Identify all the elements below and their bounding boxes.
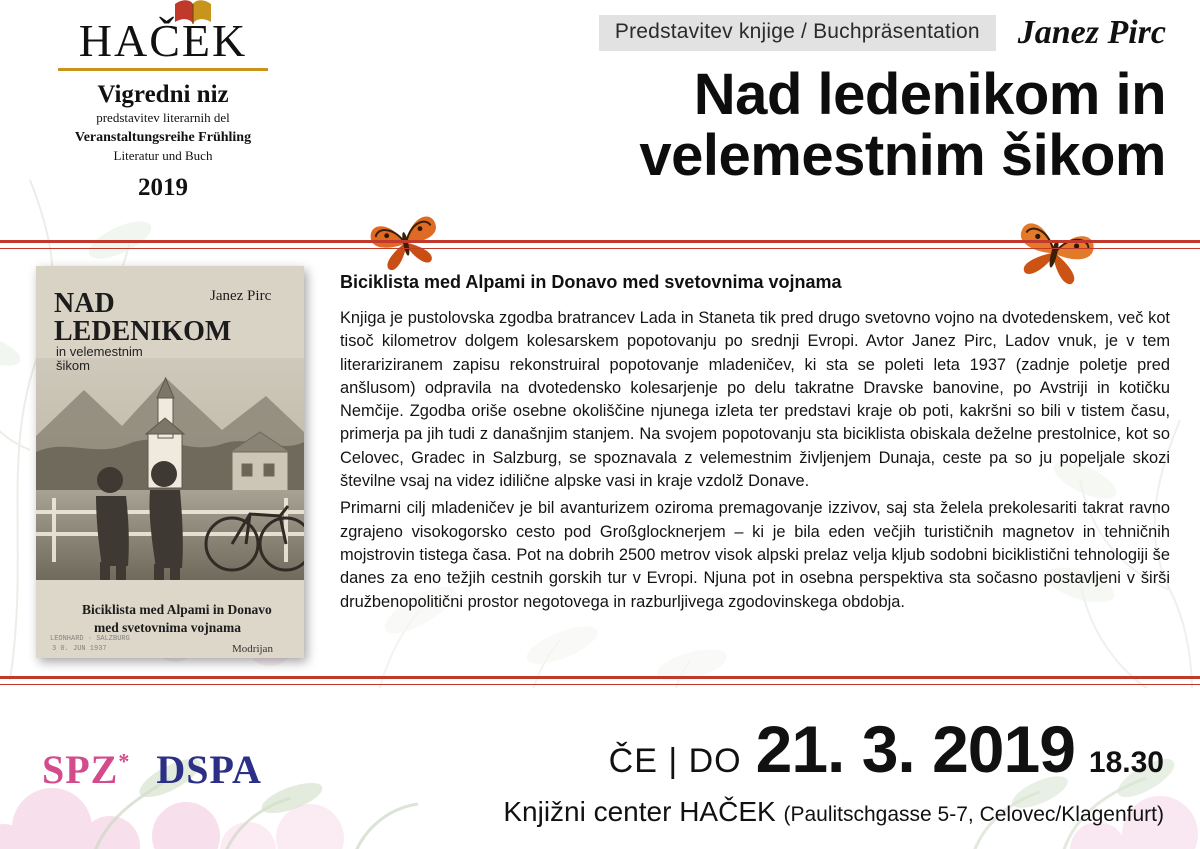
poster-footer bbox=[0, 688, 1200, 849]
description-column bbox=[340, 272, 1170, 618]
author-name: Janez Pirc bbox=[1017, 14, 1166, 51]
series-title: Vigredni niz bbox=[97, 81, 229, 108]
divider-top bbox=[0, 240, 1200, 243]
logo-underline bbox=[58, 68, 268, 71]
svg-text:šikom: šikom bbox=[56, 358, 90, 373]
poster-header bbox=[0, 0, 1200, 236]
event-type-badge: Predstavitev knjige / Buchpräsentation bbox=[599, 15, 996, 51]
series-year: 2019 bbox=[138, 174, 188, 201]
svg-text:LEDENIKOM: LEDENIKOM bbox=[54, 316, 232, 347]
divider-top-thin bbox=[0, 248, 1200, 249]
svg-text:NAD: NAD bbox=[54, 288, 115, 319]
event-venue-line bbox=[503, 796, 1164, 828]
divider-bottom bbox=[0, 676, 1200, 679]
organization-logo-block bbox=[28, 15, 298, 202]
description-paragraph-2: Primarni cilj mladeničev je bil avanturizem oziroma premagovanje izzivov, saj sta želela prekolesariti takrat ravno zgrajeno visokogorsko cesto pod Großglocknerjem – ki je bila eden večjih turističnih magnetov in tehničnih mojstrovin tistega časa. Pot na dobrih 2500 metrov visok alpski prelaz velja kljub sodobni biciklistični tehnologiji še danes za eno težjih cestnih gorskih tur v Evropi. Njuna pot in osebna perspektiva sta sočasno postavljeni v širši družbenopolitični prostor negotovega in razburljivega zgodovinskega obdobja. bbox=[340, 499, 1170, 611]
book-cover bbox=[36, 266, 304, 658]
svg-text:Biciklista med Alpami in Donav: Biciklista med Alpami in Donavo bbox=[82, 602, 272, 617]
sponsor-spz-text: SPZ bbox=[42, 747, 119, 792]
event-time: 18.30 bbox=[1088, 746, 1164, 779]
event-venue-address: (Paulitschgasse 5-7, Celovec/Klagenfurt) bbox=[783, 803, 1164, 826]
poster-body bbox=[0, 256, 1200, 668]
svg-text:in velemestnim: in velemestnim bbox=[56, 344, 143, 359]
event-day-abbr: ČE | DO bbox=[608, 742, 742, 780]
sponsor-spz-logo bbox=[42, 747, 131, 792]
svg-text:LEONHARD · SALZBURG: LEONHARD · SALZBURG bbox=[50, 635, 130, 643]
series-subtitle-de: Literatur und Buch bbox=[113, 148, 213, 163]
event-venue: Knjižni center HAČEK bbox=[503, 796, 776, 827]
event-date-line bbox=[608, 712, 1164, 786]
series-title-de: Veranstaltungsreihe Frühling bbox=[74, 130, 252, 145]
sponsor-dspa-logo: DSPA bbox=[156, 747, 262, 792]
kicker-row bbox=[426, 14, 1166, 52]
title-block bbox=[426, 14, 1166, 187]
book-subtitle: Biciklista med Alpami in Donavo med svetovnima vojnama bbox=[340, 272, 842, 292]
svg-text:Janez Pirc: Janez Pirc bbox=[210, 288, 272, 304]
divider-bottom-thin bbox=[0, 684, 1200, 685]
sponsor-spz-mark: * bbox=[118, 748, 131, 774]
event-date: 21. 3. 2019 bbox=[755, 712, 1075, 786]
book-title-line1: Nad ledenikom in bbox=[693, 62, 1166, 127]
org-name: HAČEK bbox=[78, 15, 248, 66]
svg-text:Modrijan: Modrijan bbox=[232, 643, 273, 655]
svg-text:3 0. JUN 1937: 3 0. JUN 1937 bbox=[52, 645, 107, 653]
description-paragraph-1: Knjiga je pustolovska zgodba bratrancev Lada in Staneta tik pred drugo svetovno vojno na dvotedenskem, več kot tisoč kilometrov dolgem kolesarskem popotovanju po srednji Evropi. Avtor Janez Pirc, Ladov vnuk, je v tem literariziranem zapisu rekonstruiral popotovanje mladeničev, ki sta se poleti leta 1937 (zadnje poletje pred anšlusom) odpravila na dvotedensko kolesarjenje po delu takratne Dravske banovine, po Avstriji in kotičku Nemčije. Zgodba oriše osebne okoliščine njunega izleta ter predstavi kraje ob poti, kakršni so bili v tistem času, primerja pa jih tudi z današnjim stanjem. Na svojem popotovanju sta biciklista obiskala deželne prestolnice, kot so Celovec, Gradec in Salzburg, se spoznavala z velemestnim življenjem Dunaja, ceste pa so ju popeljale skozi številne vsaj na videz idilične alpske vasi in kraje vzdolž Donave. bbox=[340, 309, 1170, 491]
series-subtitle-sl: predstavitev literarnih del bbox=[96, 110, 230, 125]
sponsor-logos bbox=[42, 747, 262, 792]
book-title-line2: velemestnim šikom bbox=[639, 123, 1166, 189]
svg-text:med svetovnima vojnama: med svetovnima vojnama bbox=[94, 620, 241, 635]
